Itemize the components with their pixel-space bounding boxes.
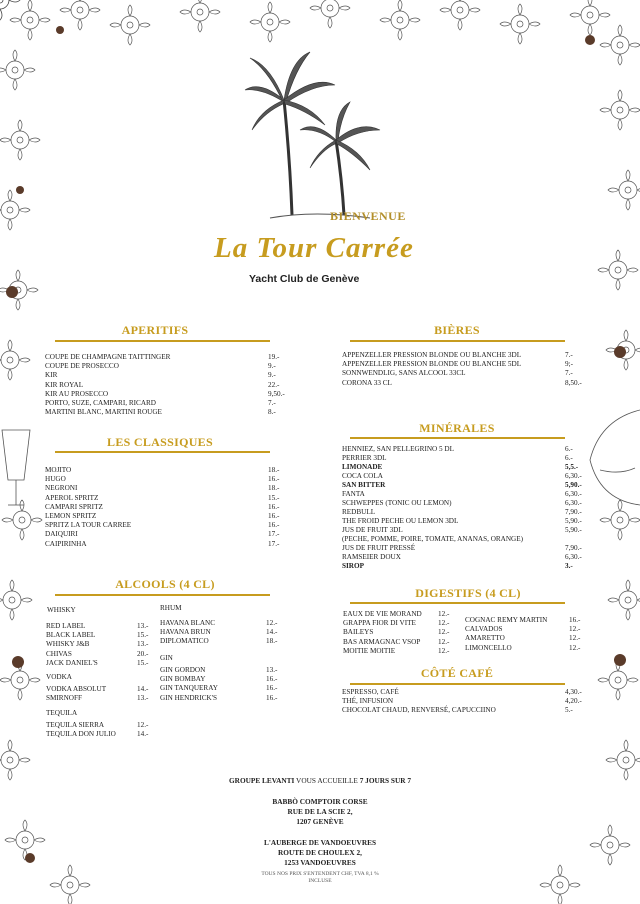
menu-item-price: 6.- — [565, 454, 573, 462]
footer-restaurant-1-city: 1207 GENÈVE — [296, 817, 344, 826]
menu-item-name: WHISKY J&B — [46, 640, 90, 649]
footer-restaurant-1-address: RUE DE LA SCIE 2, — [287, 807, 353, 816]
menu-item-price: 16.- — [266, 675, 278, 684]
menu-item-price: 12.- — [438, 637, 450, 646]
section-title-digestifs: DIGESTIFS (4 CL) — [415, 586, 521, 600]
menu-item-price: 9.- — [268, 362, 276, 371]
menu-item-price: 16.- — [266, 684, 278, 693]
menu-item-name: CALVADOS — [465, 625, 503, 634]
menu-item-name: PORTO, SUZE, CAMPARI, RICARD — [45, 399, 156, 407]
vodka-label: VODKA — [46, 673, 72, 681]
footer-restaurant-2-city: 1253 VANDOEUVRES — [284, 858, 356, 867]
menu-item-name: REDBULL — [342, 508, 376, 516]
menu-item-name: SIROP — [342, 562, 364, 570]
menu-item-name: GIN TANQUERAY — [160, 684, 218, 693]
menu-item-price: 9;- — [565, 360, 573, 369]
menu-item-name: TEQUILA SIERRA — [46, 721, 105, 729]
menu-item-price: 12.- — [137, 721, 149, 729]
gin-label: GIN — [160, 654, 173, 662]
menu-item-name: HAVANA BLANC — [160, 619, 216, 627]
menu-item-name: SONNWENDLIG, SANS ALCOOL 33CL — [342, 369, 466, 378]
section-rule — [350, 683, 565, 685]
menu-item-name: COGNAC REMY MARTIN — [465, 616, 548, 624]
menu-item-price: 12.- — [569, 643, 581, 652]
menu-item-name: PERRIER 3DL — [342, 454, 387, 462]
menu-item-name: LEMON SPRITZ — [45, 512, 97, 520]
section-rule — [55, 340, 270, 342]
menu-item-price: 12.- — [438, 628, 450, 637]
menu-item-name: KIR AU PROSECCO — [45, 389, 109, 398]
section-rule — [350, 602, 565, 604]
menu-item-name: CAIPIRINHA — [45, 539, 87, 548]
menu-item-price: 16.- — [268, 502, 280, 511]
menu-item-price: 17.- — [268, 539, 280, 548]
menu-item-name: HENNIEZ, SAN PELLEGRINO 5 DL — [342, 445, 454, 453]
menu-item-name: DAIQUIRI — [45, 530, 78, 539]
bienvenue-heading: BIENVENUE — [330, 209, 406, 223]
menu-item-price: 15.- — [137, 658, 149, 667]
footer-restaurant-1-name: BABBÒ COMPTOIR CORSE — [272, 797, 368, 806]
menu-item-price: 12.- — [569, 634, 581, 643]
menu-item-price: 20.- — [137, 649, 149, 658]
footer-restaurant-2-address: ROUTE DE CHOULEX 2, — [278, 848, 362, 857]
section-title-cafe: CÔTÉ CAFÉ — [420, 666, 494, 680]
menu-item-price: 7.- — [565, 351, 573, 359]
menu-item-name: AMARETTO — [465, 634, 505, 643]
menu-item-name: KIR — [45, 371, 58, 380]
menu-item-price: 4,20.- — [565, 697, 582, 706]
menu-item-name: CHIVAS — [46, 649, 72, 658]
footer-restaurant-2-name: L'AUBERGE DE VANDOEUVRES — [263, 838, 377, 847]
section-rule — [350, 437, 565, 439]
menu-item-price: 7,90.- — [565, 544, 582, 552]
menu-item-name: FANTA — [342, 490, 365, 498]
menu-item-name: APPENZELLER PRESSION BLONDE OU BLANCHE 3DL — [342, 351, 522, 359]
menu-item-name: JUS DE FRUIT 3DL — [342, 526, 403, 534]
section-title-alcools: ALCOOLS (4 CL) — [115, 577, 215, 591]
menu-item-price: 18.- — [268, 466, 280, 474]
rhum-label: RHUM — [160, 604, 182, 612]
menu-item-name: (PECHE, POMME, POIRE, TOMATE, ANANAS, ORANGE) — [342, 535, 524, 543]
menu-item-price: 18.- — [268, 484, 280, 493]
menu-item-name: COUPE DE CHAMPAGNE TAITTINGER — [45, 353, 171, 361]
menu-item-price: 16.- — [266, 693, 278, 702]
menu-item-name: GIN HENDRICK'S — [160, 693, 217, 702]
menu-item-price: 14.- — [266, 628, 278, 637]
menu-item-name: ESPRESSO, CAFÉ — [342, 688, 399, 696]
menu-item-name: SPRITZ LA TOUR CARREE — [45, 521, 132, 530]
menu-item-price: 8,50.- — [565, 378, 582, 387]
menu-item-price: 7,90.- — [565, 508, 582, 516]
menu-item-name: COUPE DE PROSECCO — [45, 362, 119, 371]
menu-item-name: TEQUILA DON JULIO — [46, 730, 116, 739]
menu-item-name: NEGRONI — [45, 484, 78, 493]
section-title-classiques: LES CLASSIQUES — [107, 435, 213, 449]
footer-price-note: TOUS NOS PRIX S'ENTENDENT CHF, TVA 8,1 % — [261, 871, 379, 877]
menu-item-name: RED LABEL — [46, 622, 86, 630]
menu-item-price: 15.- — [268, 493, 280, 502]
menu-item-price: 16.- — [268, 521, 280, 530]
menu-item-name: EAUX DE VIE MORAND — [343, 610, 422, 618]
menu-item-name: THE FROID PECHE OU LEMON 3DL — [342, 517, 459, 525]
menu-item-name: BAILEYS — [343, 628, 374, 637]
section-rule — [350, 340, 565, 342]
menu-item-name: HAVANA BRUN — [160, 628, 211, 637]
menu-item-price: 6,30.- — [565, 472, 582, 480]
menu-item-price: 7.- — [268, 399, 276, 407]
menu-item-name: DIPLOMATICO — [160, 637, 209, 646]
menu-item-price: 13.- — [266, 666, 278, 674]
palm-trees-illustration — [240, 50, 390, 220]
menu-item-price: 13.- — [137, 640, 149, 649]
menu-item-name: CAMPARI SPRITZ — [45, 502, 103, 511]
menu-item-name: BAS ARMAGNAC VSOP — [343, 637, 421, 646]
footer-price-note-2: INCLUSE — [308, 878, 332, 884]
section-title-bieres: BIÈRES — [434, 323, 480, 337]
menu-item-price: 6,30.- — [565, 490, 582, 498]
menu-item-name: SCHWEPPES (TONIC OU LEMON) — [342, 499, 452, 507]
menu-item-price: 12.- — [438, 646, 450, 655]
menu-item-name: MOJITO — [45, 466, 72, 474]
menu-item-name: COCA COLA — [342, 472, 383, 480]
whisky-label: WHISKY — [47, 606, 76, 614]
tequila-label: TEQUILA — [46, 709, 78, 717]
menu-item-name: SAN BITTER — [342, 481, 386, 489]
menu-item-name: CHOCOLAT CHAUD, RENVERSÉ, CAPUCCIINO — [342, 706, 496, 715]
menu-item-name: LIMONCELLO — [465, 643, 512, 652]
menu-item-name: JACK DANIEL'S — [46, 658, 98, 667]
restaurant-subtitle: Yacht Club de Genève — [249, 273, 360, 285]
menu-item-price: 6,30.- — [565, 553, 582, 561]
menu-item-price: 4,30.- — [565, 688, 582, 696]
footer-days: 7 JOURS SUR 7 — [359, 776, 411, 785]
menu-item-name: GIN BOMBAY — [160, 675, 206, 684]
menu-item-price: 5,90.- — [565, 517, 582, 525]
menu-item-price: 17.- — [268, 530, 280, 539]
menu-item-name: JUS DE FRUIT PRESSÉ — [342, 544, 416, 552]
menu-item-name: RAMSEIER DOUX — [342, 553, 401, 561]
menu-item-price: 5,5.- — [565, 463, 579, 471]
menu-item-price: 8.- — [268, 408, 276, 417]
menu-item-name: CORONA 33 CL — [342, 378, 392, 387]
section-rule — [55, 594, 270, 596]
footer-group-name: GROUPE LEVANTI — [229, 776, 295, 785]
footer-tagline — [170, 776, 470, 785]
menu-item-name: APPENZELLER PRESSION BLONDE OU BLANCHE 5DL — [342, 360, 522, 369]
menu-item-price: 9,50.- — [268, 389, 285, 398]
menu-item-name: HUGO — [45, 475, 66, 484]
section-title-aperitifs: APERITIFS — [121, 323, 189, 337]
menu-item-name: MOITIE MOITIE — [343, 646, 396, 655]
menu-item-price: 14.- — [137, 685, 149, 693]
menu-item-price: 19.- — [268, 353, 280, 361]
menu-item-price: 16.- — [268, 512, 280, 520]
menu-item-price: 6,30.- — [565, 499, 582, 507]
menu-item-price: 5.- — [565, 706, 573, 715]
menu-item-price: 16.- — [569, 616, 581, 624]
menu-item-price: 7.- — [565, 369, 573, 378]
menu-item-price: 22.- — [268, 380, 280, 389]
menu-item-price: 9.- — [268, 371, 276, 380]
menu-item-price: 16.- — [268, 475, 280, 484]
menu-item-price: 18.- — [266, 637, 278, 646]
menu-item-price: 15.- — [137, 631, 149, 640]
menu-item-price: 3.- — [565, 562, 573, 570]
menu-item-price: 13.- — [137, 622, 149, 630]
menu-item-name: LIMONADE — [342, 463, 383, 471]
menu-item-name: MARTINI BLANC, MARTINI ROUGE — [45, 408, 162, 417]
menu-item-price: 6.- — [565, 445, 573, 453]
menu-item-name: GRAPPA FIOR DI VITE — [343, 619, 416, 628]
footer-welcome-text: VOUS ACCUEILLE — [294, 776, 360, 785]
menu-item-price: 5,90.- — [565, 526, 582, 534]
menu-item-price: 12.- — [266, 619, 278, 627]
menu-item-name: GIN GORDON — [160, 666, 206, 674]
menu-item-name: SMIRNOFF — [46, 694, 82, 703]
menu-item-price: 12.- — [438, 619, 450, 628]
menu-item-price: 12.- — [438, 610, 450, 618]
menu-item-name: KIR ROYAL — [45, 380, 84, 389]
section-rule — [55, 451, 270, 453]
menu-item-price: 5,90.- — [565, 481, 582, 489]
menu-item-name: VODKA ABSOLUT — [46, 685, 107, 693]
menu-item-name: APEROL SPRITZ — [45, 493, 99, 502]
section-title-minerales: MINÉRALES — [419, 421, 495, 435]
menu-item-price: 14.- — [137, 730, 149, 739]
menu-item-name: THÉ, INFUSION — [342, 697, 394, 706]
menu-item-name: BLACK LABEL — [46, 631, 96, 640]
restaurant-title: La Tour Carrée — [214, 232, 414, 264]
menu-item-price: 13.- — [137, 694, 149, 703]
menu-item-price: 12.- — [569, 625, 581, 634]
